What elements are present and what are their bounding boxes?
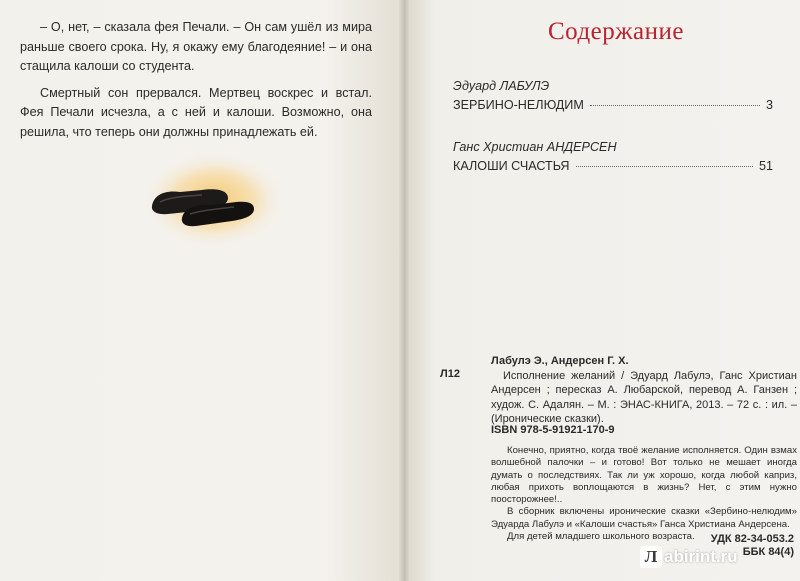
book-gutter <box>399 0 409 581</box>
story-paragraph-2: Смертный сон прервался. Мертвец воскрес и встал. Фея Печали исчезла, а с ней и калоши. Возможно, она решила, что теперь они должны принадлежать ей. <box>20 85 372 139</box>
toc-title: Содержание <box>548 18 684 45</box>
catalog-code: Л12 <box>440 368 460 380</box>
isbn: ISBN 978-5-91921-170-9 <box>491 424 615 436</box>
bib-description: Исполнение желаний / Эдуард Лабулэ, Ганс Христиан Андерсен ; пересказ А. Любарской, перевод А. Ганзен ; худож. С. Адалян. – М. : ЭНАС-КНИГА, 2013. – 72 с. : ил. – (Иронические сказки). <box>491 369 797 425</box>
annotation-paragraph-2: В сборник включены иронические сказки «Зербино-нелюдим» Эдуарда Лабулэ и «Калоши счастья» Ганса Христиана Андерсена. <box>491 506 797 530</box>
bbk-code: ББК 84(4) <box>742 546 794 558</box>
story-paragraph-1: – О, нет, – сказала фея Печали. – Он сам ушёл из мира раньше своего срока. Ну, я окажу ему благодеяние! – и она стащила калоши со студента. <box>20 20 372 73</box>
toc-leader <box>576 166 753 167</box>
toc-entry-1 <box>453 98 773 112</box>
galoshes-icon <box>136 150 286 250</box>
annotation-paragraph-1: Конечно, приятно, когда твоё желание исполняется. Один взмах волшебной палочки – и готово! Вот только не мешает иногда думать о последствиях. Так ли уж хорошо, когда любой каприз, любая прихоть воплощаются в жизнь? Нет, с этим нужно поосторожнее!.. <box>491 445 797 506</box>
toc-page-number: 3 <box>765 98 773 112</box>
watermark-badge: Л <box>640 546 662 568</box>
toc-story-title: ЗЕРБИНО-НЕЛЮДИМ <box>453 98 584 112</box>
toc-author-2: Ганс Христиан АНДЕРСЕН <box>453 140 617 154</box>
watermark-text: abirint.ru <box>664 547 738 566</box>
toc-entry-2 <box>453 159 773 173</box>
annotation-paragraph-3: Для детей младшего школьного возраста. <box>507 531 695 543</box>
toc-page-number: 51 <box>758 159 773 173</box>
story-text <box>20 18 372 149</box>
bib-heading: Лабулэ Э., Андерсен Г. Х. <box>491 355 629 367</box>
toc-author-1: Эдуард ЛАБУЛЭ <box>453 79 550 93</box>
watermark <box>640 546 738 568</box>
toc-leader <box>590 105 760 106</box>
bibliographic-record <box>491 354 797 427</box>
annotation <box>491 445 797 543</box>
toc-story-title: КАЛОШИ СЧАСТЬЯ <box>453 159 570 173</box>
udk-code: УДК 82-34-053.2 <box>710 533 794 545</box>
